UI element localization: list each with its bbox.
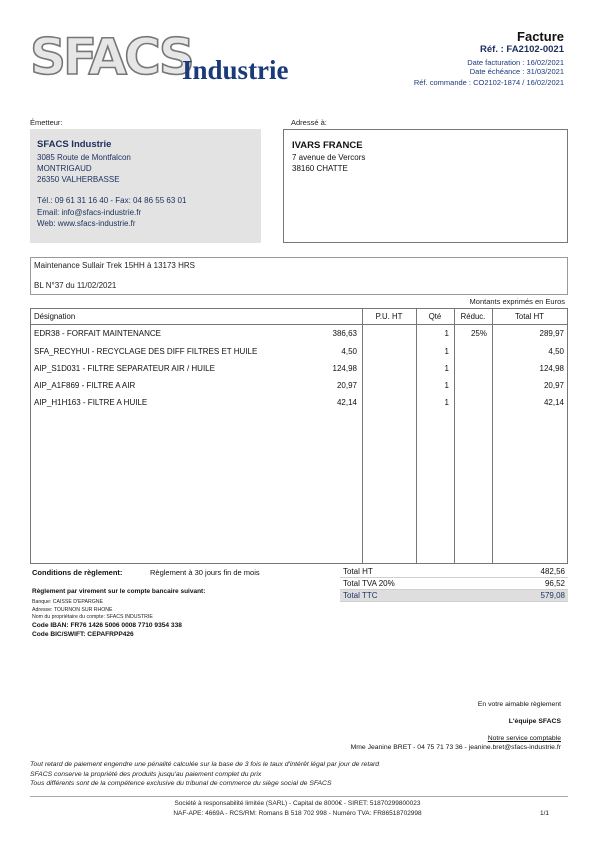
item-quantity: 1 [444,329,449,338]
total-vat-label: Total TVA 20% [343,579,395,588]
item-discount: 25% [470,329,487,338]
late-payment-notice: Tout retard de paiement engendre une pénalité calculée sur la base de 3 fois le taux d'intérêt légal par jour de retard [30,761,380,768]
total-ttc-label: Total TTC [343,591,378,600]
iban-code: Code IBAN: FR76 1426 5006 0008 7710 9354 338 [32,622,182,629]
item-designation: AIP_S1D031 - FILTRE SEPARATEUR AIR / HUILE [34,364,215,373]
signature: L'équipe SFACS [508,718,561,725]
table-row [31,361,567,378]
item-total: 42,14 [543,398,564,407]
issuer-address-line: 26350 VALHERBASSE [37,175,120,184]
total-ht-value: 482,56 [540,567,565,576]
item-total: 20,97 [543,381,564,390]
invoice-date: Date facturation : 16/02/2021 [467,58,564,67]
issuer-name: SFACS Industrie [37,139,112,150]
company-logo [30,28,320,86]
issuer-address-line: MONTRIGAUD [37,164,92,173]
recipient-box [283,129,568,243]
item-unit-price: 386,63 [332,329,357,338]
object-description: Maintenance Sullair Trek 15HH à 13173 HRS [34,261,195,270]
jurisdiction-notice: Tous différents sont de la compétence exclusive du tribunal de commerce du siège social de SFACS [30,780,332,787]
column-header-discount: Réduc. [460,312,486,321]
item-quantity: 1 [444,381,449,390]
item-designation: SFA_RECYHUI - RECYCLAGE DES DIFF FILTRES ET HUILE [34,347,258,356]
bic-code: Code BIC/SWIFT: CEPAFRPP426 [32,631,134,638]
column-header-unit-price: P.U. HT [375,312,403,321]
item-unit-price: 42,14 [336,398,357,407]
column-header-quantity: Qté [428,312,442,321]
table-row [31,378,567,395]
column-header-total: Total HT [514,312,545,321]
bank-transfer-title: Règlement par virement sur le compte bancaire suivant: [32,588,206,595]
due-date: Date échéance : 31/03/2021 [469,67,564,76]
item-quantity: 1 [444,398,449,407]
table-row [31,344,567,361]
table-row [31,395,567,412]
issuer-address-line: 3085 Route de Montfalcon [37,153,131,162]
delivery-note-reference: BL N°37 du 11/02/2021 [34,281,117,290]
item-quantity: 1 [444,364,449,373]
line-items-table [30,308,568,564]
company-registration-info: NAF-APE: 4669A - RCS/RM: Romans B 518 702 998 - Numéro TVA: FR86518702998 [173,810,422,817]
accounting-service-link[interactable]: Notre service comptable [487,735,561,742]
payment-terms-label: Conditions de règlement: [32,568,123,577]
closing-regards: En votre aimable règlement [477,701,561,708]
company-legal-info: Société à responsabilité limitée (SARL) - Capital de 8000€ - SIRET: 51870299800023 [174,800,421,807]
item-designation: EDR38 - FORFAIT MAINTENANCE [34,329,161,338]
item-total: 4,50 [548,347,564,356]
issuer-website: Web: www.sfacs-industrie.fr [37,219,136,228]
item-unit-price: 20,97 [336,381,357,390]
item-unit-price: 124,98 [332,364,357,373]
issuer-box [30,129,261,243]
column-header-designation: Désignation [34,312,76,321]
item-total: 289,97 [539,329,564,338]
invoice-reference: Réf. : FA2102-0021 [480,44,564,55]
recipient-label: Adressé à: [291,118,327,127]
recipient-address-line: 38160 CHATTE [292,164,348,173]
issuer-phone: Tél.: 09 61 31 16 40 - Fax: 04 86 55 63 01 [37,196,187,205]
item-total: 124,98 [539,364,564,373]
total-ttc-value: 579,08 [540,591,565,600]
item-designation: AIP_A1F869 - FILTRE A AIR [34,381,136,390]
account-owner: Nom du propriétaire du compte: SFACS INDUSTRIE [32,614,153,620]
issuer-email: Email: info@sfacs-industrie.fr [37,208,142,217]
accounting-contact: Mme Jeanine BRET - 04 75 71 73 36 - jeanine.bret@sfacs-industrie.fr [350,744,561,751]
total-ht-row [340,566,568,578]
footer-divider [30,796,568,797]
currency-note: Montants exprimés en Euros [469,297,565,306]
total-vat-row [340,578,568,590]
total-vat-value: 96,52 [544,579,565,588]
invoice-object-box [30,257,568,295]
item-designation: AIP_H1H163 - FILTRE A HUILE [34,398,148,407]
recipient-name: IVARS FRANCE [292,140,363,151]
logo-brand: SFACS [30,28,192,86]
total-ttc-row [340,590,568,602]
order-reference: Réf. commande : CO2102-1874 / 16/02/2021 [413,78,564,87]
total-ht-label: Total HT [343,567,373,576]
bank-name: Banque: CAISSE D'EPARGNE [32,599,103,605]
recipient-address-line: 7 avenue de Vercors [292,153,366,162]
payment-terms: Règlement à 30 jours fin de mois [150,568,260,577]
totals-table [340,566,568,602]
table-row [31,326,567,343]
logo-subtitle: Industrie [182,55,289,85]
document-title: Facture [517,29,564,44]
issuer-label: Émetteur: [30,118,63,127]
page-number: 1/1 [539,810,549,817]
item-quantity: 1 [444,347,449,356]
bank-address: Adresse: TOURNON SUR RHONE [32,607,113,613]
item-unit-price: 4,50 [341,347,357,356]
ownership-notice: SFACS conserve la propriété des produits jusqu'au paiement complet du prix [30,771,262,778]
